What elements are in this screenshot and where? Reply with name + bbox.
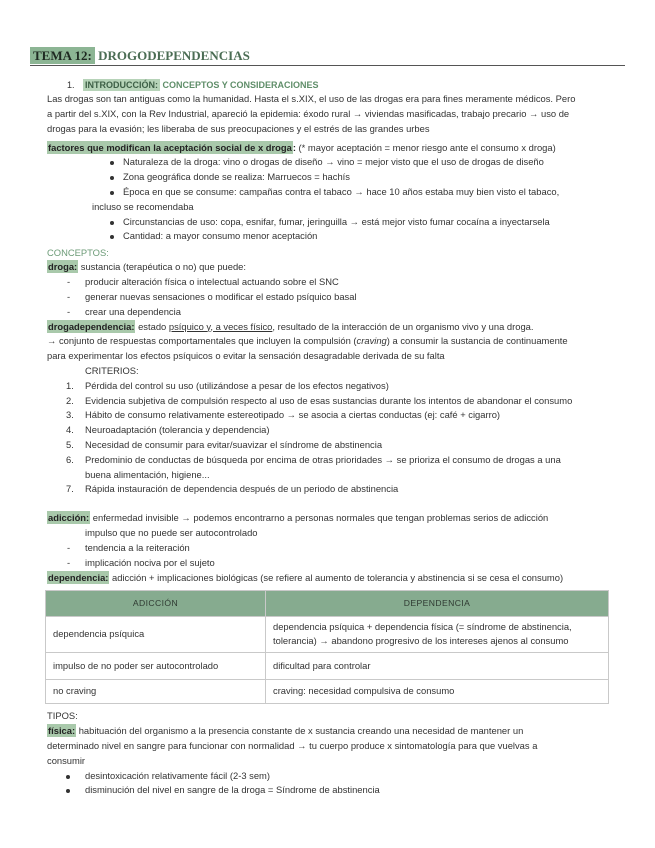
adiccion-item [0,556,655,571]
criteria-number: 6. [66,453,74,465]
droga-item [0,305,655,320]
criteria-text: Necesidad de consumir para evitar/suavizar el síndrome de abstinencia [85,438,383,450]
fisica-item [0,769,655,784]
factor-item [0,215,655,230]
factor-item [0,229,655,244]
table-header-row [46,590,609,616]
table-cell: dependencia psíquica [46,616,266,652]
criteria-text: Pérdida del control su uso (utilizándose a pesar de los efectos negativos) [85,379,389,391]
factor-text: Cantidad: a mayor consumo menor aceptación [123,230,318,242]
factors-line [0,141,655,156]
fisica-text: habituación del organismo a la presencia constante de x sustancia creando una necesidad de mantener un [78,725,524,737]
bullet-icon [110,161,114,165]
factors-note: (* mayor aceptación = menor riesgo ante el consumo x droga) [295,141,556,153]
criteria-number: 4. [66,424,74,436]
arrow-text-italic: craving [356,335,387,347]
factor-item [0,170,655,185]
table-cell: craving: necesidad compulsiva de consumo [266,679,609,703]
criteria-text: Predominio de conductas de búsqueda por encima de otras prioridades → se prioriza el consumo de drogas a una [85,453,561,465]
dash-marker: - [67,276,71,288]
bullet-icon [110,235,114,239]
fisica-item-text: disminución del nivel en sangre de la droga = Síndrome de abstinencia [85,784,380,796]
factor-text: Circunstancias de uso: copa, esnifar, fumar, jeringuilla → está mejor visto fumar cocaína a inyectarsela [123,215,550,227]
criteria-item [0,423,655,438]
criteria-text: Neuroadaptación (tolerancia y dependencia) [85,424,270,436]
bullet-icon [110,191,114,195]
table-cell: impulso de no poder ser autocontrolado [46,652,266,679]
title-number: TEMA 12: [30,47,95,64]
table-cell: no craving [46,679,266,703]
table-header-cell: DEPENDENCIA [266,590,609,616]
section-heading [0,78,655,93]
fisica-definition [0,724,655,739]
adiccion-item-text: implicación nociva por el sujeto [85,556,215,568]
adiccion-label: adicción: [48,512,90,524]
dependencia-text: adicción + implicaciones biológicas (se refiere al aumento de tolerancia y abstinencia si se cesa el consumo) [112,571,564,583]
table-cell: dificultad para controlar [266,652,609,679]
criteria-item [0,438,655,453]
dash-marker: - [67,556,71,568]
criteria-item [0,482,655,497]
title-name: DROGODEPENDENCIAS [98,48,250,63]
section-subtitle: CONCEPTOS Y CONSIDERACIONES [162,79,319,90]
droga-item-text: producir alteración física o intelectual actuando sobre el SNC [85,276,339,288]
factors-colon: : [292,141,296,153]
bullet-icon [66,775,70,779]
criteria-item [0,379,655,394]
table-row [46,652,609,679]
criteria-item [0,453,655,468]
bullet-icon [110,176,114,180]
adiccion-definition [0,511,655,526]
fisica-line: determinado nivel en sangre para funcionar con normalidad → tu cuerpo produce x sintomatología para que vuelvas a [47,740,538,752]
drogadependencia-definition [0,320,655,335]
factor-text: Naturaleza de la droga: vino o drogas de diseño → vino = mejor visto que el uso de drogas de diseño [123,156,544,168]
factor-text: Zona geográfica donde se realiza: Marruecos = hachís [123,171,350,183]
fisica-line: consumir [47,754,86,766]
drogadependencia-post: , resultado de la interacción de un organismo vivo y una droga. [272,320,534,332]
document-title [30,0,625,66]
arrow-text-pre: → conjunto de respuestas comportamentales que incluyen la compulsión ( [47,335,357,347]
drogadependencia-arrow-line [0,334,655,349]
fisica-item [0,783,655,798]
criteria-text: Rápida instauración de dependencia después de un periodo de abstinencia [85,483,399,495]
table-row [46,616,609,652]
fisica-label: física: [48,725,76,737]
criteria-item-continuation: buena alimentación, higiene... [85,468,210,480]
section-label: INTRODUCCIÓN: [85,79,158,90]
adiccion-item [0,541,655,556]
dependencia-definition [0,571,655,586]
droga-text: sustancia (terapéutica o no) que puede: [80,261,246,273]
bullet-icon [110,221,114,225]
droga-item-text: crear una dependencia [85,305,181,317]
table-header-cell: ADICCIÓN [46,590,266,616]
dash-marker: - [67,542,71,554]
criteria-heading: CRITERIOS: [85,364,139,376]
criteria-text: Evidencia subjetiva de compulsión respecto al uso de esas sustancias durante los intentos de abandonar el consumo [85,394,573,406]
factors-label: factores que modifican la aceptación social de x droga [48,141,292,153]
droga-item-text: generar nuevas sensaciones o modificar el estado psíquico basal [85,290,357,302]
adiccion-text: enfermedad invisible → podemos encontrarno a personas normales que tengan problemas serios de adicción [92,512,549,524]
factor-item [0,155,655,170]
arrow-text-post: ) a consumir la sustancia de continuamente [386,335,568,347]
table-cell: dependencia psíquica + dependencia física (= síndrome de abstinencia, tolerancia) → abandono progresivo de los intereses ajenos al consumo [266,616,609,652]
criteria-number: 1. [66,379,74,391]
concepts-heading: CONCEPTOS: [47,246,109,258]
factor-item [0,185,655,200]
drogadependencia-pre: estado [138,320,167,332]
table-row [46,679,609,703]
criteria-number: 5. [66,438,74,450]
droga-item [0,290,655,305]
fisica-item-text: desintoxicación relativamente fácil (2-3 sem) [85,769,270,781]
droga-definition [0,260,655,275]
droga-item [0,275,655,290]
intro-line: Las drogas son tan antiguas como la humanidad. Hasta el s.XIX, el uso de las drogas era para fines meramente médicos. Pero [47,93,576,105]
adiccion-item-text: tendencia a la reiteración [85,542,190,554]
criteria-item [0,394,655,409]
criteria-text: Hábito de consumo relativamente estereotipado → se asocia a ciertas conductas (ej: café + cigarro) [85,409,501,421]
drogadependencia-underlined: psíquico y, a veces físico [168,320,273,332]
factor-item-continuation: incluso se recomendaba [92,200,194,212]
criteria-number: 7. [66,483,74,495]
section-number: 1. [67,79,75,90]
tipos-heading: TIPOS: [47,710,78,722]
droga-label: droga: [48,261,78,273]
bullet-icon [66,789,70,793]
factor-text: Época en que se consume: campañas contra el tabaco → hace 10 años estaba muy bien visto el tabaco, [123,185,560,197]
intro-line: drogas para la evasión; les liberaba de sus preocupaciones y el estrés de las grandes urbes [47,122,430,134]
criteria-item [0,408,655,423]
drogadependencia-label: drogadependencia: [48,320,135,332]
dependencia-label: dependencia: [48,571,109,583]
criteria-number: 3. [66,409,74,421]
dash-marker: - [67,290,71,302]
criteria-number: 2. [66,394,74,406]
intro-line: a partir del s.XIX, con la Rev Industrial, apareció la epidemia: éxodo rural → viviendas masificadas, trabajo precario → uso de [47,108,570,120]
comparison-table [45,590,609,704]
dash-marker: - [67,305,71,317]
adiccion-sub: impulso que no puede ser autocontrolado [85,527,258,539]
drogadependencia-arrow-line-2: para experimentar los efectos psíquicos o evitar la sensación desagradable derivada de su falta [47,350,445,362]
